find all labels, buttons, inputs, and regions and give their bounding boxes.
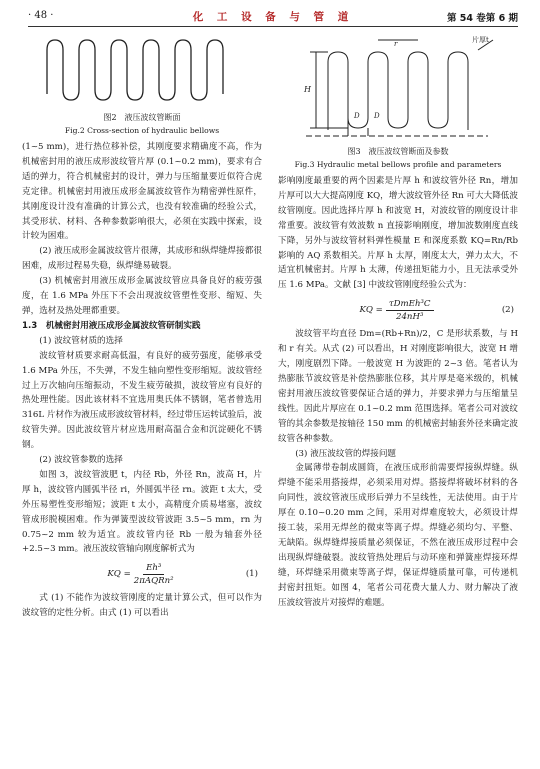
equation-2-fraction xyxy=(386,298,434,323)
left-column xyxy=(22,32,262,621)
subheading-material: (1) 波纹管材质的选择 xyxy=(39,335,123,346)
label-h: H xyxy=(304,85,311,94)
equation-1-denominator: 2πAQRn² xyxy=(133,575,174,586)
label-plate-thickness: 片厚t xyxy=(472,36,489,44)
volume-issue: 第 54 卷第 6 期 xyxy=(446,13,518,24)
equation-2-number: (2) xyxy=(501,305,514,316)
label-dm: D xyxy=(374,112,380,120)
equation-1-number: (1) xyxy=(245,569,258,580)
subheading-parameters: (2) 波纹管参数的选择 xyxy=(39,455,123,466)
equation-2-lhs: KQ = xyxy=(359,304,383,315)
figure-2-caption-en: Fig.2 Cross-section of hydraulic bellows xyxy=(64,126,220,135)
left-paragraph-2: (2) 液压成形金属波纹管片很薄，其成形和纵焊缝焊接都很困难，成形过程易失稳，纵焊缝易破裂。 xyxy=(22,246,262,272)
label-db: D xyxy=(354,112,360,120)
left-paragraph-4: 波纹管材质要求耐高低温，有良好的疲劳强度，能够承受 1.6 MPa 外压，不失弹，不发生轴向塑性变形缩短。波纹管经过上万次轴向压缩振动，不发生疲劳破损，波纹管应有良好的热处理性能。因此该材料不宜选用奥氏体不锈钢，笔者曾选用 316L 片材作为液压成形波纹管材料，经过带压运转试验后，波纹管失弹。因此波纹管片材应选用耐高温合金和沉淀硬化不锈钢。 xyxy=(22,350,262,451)
equation-2 xyxy=(278,293,518,327)
right-column xyxy=(278,32,518,610)
right-paragraph-2: 波纹管平均直径 Dm=(Rb+Rn)/2，C 是形状系数，与 H 和 r 有关。从式 (2) 可以看出，H 对刚度影响很大，波宽 H 增大，刚度剧烈下降。一般波宽 H 为波距的 2~3 倍。笔者认为热膨胀节波纹管是补偿热膨胀位移，其片厚是毫米级的，机械密封用液压波纹管要保证合适的弹力，并要求弹力与压缩量呈线性。因此片厚应在 0.1~0.2 mm 范围选择。笔者公司对波纹管的其余参数是按轴径 150 mm 的机械密封轴套外径来确定波纹管各种参数。 xyxy=(278,329,518,444)
equation-2-denominator: 24nH³ xyxy=(395,311,424,322)
section-heading-1-3: 1.3 机械密封用液压成形金属波纹管研制实践 xyxy=(22,320,201,331)
equation-1-fraction xyxy=(134,562,174,587)
equation-1-lhs: KQ = xyxy=(107,568,131,579)
figure-3-caption-en: Fig.3 Hydraulic metal bellows profile and parameters xyxy=(294,160,502,169)
right-paragraph-1: 影响刚度最重要的两个因素是片厚 h 和波纹管外径 Rn，增加片厚可以大大提高刚度 KQ，增大波纹管外径 Rn 可大大降低波纹管刚度。因此选择片厚 h 和波宽 H，对波纹管的刚度设计非常重要。波纹管有效波数 n 直接影响刚度，增加波数刚度直线下降，另外与波纹管材料弹性模量 E 和深度系数 KQ=Rn/Rb 影响的 AQ 系数相关。片厚 h 太厚，刚度太大，弹力太大，不适宜机械密封。片厚 h 太薄，传递扭矩能力小，且无法承受外压 1.6 MPa。文献 [3] 中波纹管刚度经验公式为： xyxy=(278,176,518,291)
page-number: · 48 · xyxy=(28,10,54,21)
equation-2-numerator: τDmEh³C xyxy=(386,298,434,311)
equation-1-numerator: Eh³ xyxy=(143,562,164,575)
figure-2-bellows-section xyxy=(37,32,247,110)
running-header xyxy=(28,8,518,27)
label-ri: r xyxy=(394,40,398,48)
left-paragraph-3: (3) 机械密封用液压成形金属波纹管应具备良好的疲劳强度，在 1.6 MPa 外压下不会出现波纹管塑性变形、缩短、失弹，选材及热处理都重要。 xyxy=(22,276,262,316)
subheading-welding: (3) 液压波纹管的焊接问题 xyxy=(295,448,397,459)
figure-3-bellows-profile xyxy=(288,32,508,144)
equation-1 xyxy=(22,557,262,591)
right-paragraph-3: 金属薄带卷制成圆筒，在液压成形前需要焊接纵焊缝。纵焊缝不能采用搭接焊，必须采用对焊。搭接焊将破坏材料的各向同性，波纹管液压成形后弹力不呈线性，无法使用。由于片厚在 0.10~0.20 mm 之间，采用对焊难度较大，必须设计焊接工装，采用无焊丝的微束等离子焊。焊缝必须均匀、平整、无缺陷。纵焊缝焊接质量必须保证，不然在液压成形过程中会出现纵焊缝破裂。波纹管热处理后与动环座和弹簧座焊接环焊缝，环焊缝采用微束等离子焊，保证焊缝质量可靠，可传递机封密封扭矩。如图 4，笔者公司花费大量人力、财力解决了液压波纹管波片对接焊的难题。 xyxy=(278,463,518,608)
left-paragraph-1: (1~5 mm)，进行热位移补偿，其刚度要求精确度不高，作为机械密封用的液压成形波纹管片厚 (0.1~0.2 mm)，要求有合适的弹力，符合机械密封的设计，弹力与压缩量要近似符合虎克定律。机械密封用液压成形金属波纹管作为精密弹性原件，其刚度设计没有准确的计算公式，也没有较准确的经验公式，其受形状、材料、各种参数影响很大，必须在实践中探索，设计较为困难。 xyxy=(22,142,262,242)
journal-title: 化 工 设 备 与 管 道 xyxy=(192,11,354,23)
figure-2-caption-cn: 图2 液压波纹管断面 xyxy=(103,113,181,122)
figure-3-caption-cn: 图3 液压波纹管断面及参数 xyxy=(347,147,449,156)
left-paragraph-6: 式 (1) 不能作为波纹管刚度的定量计算公式，但可以作为波纹管的定性分析。由式 (1) 可以看出 xyxy=(22,593,262,619)
left-paragraph-5: 如图 3，波纹管波肥 t，内径 Rb，外径 Rn，波高 H，片厚 h，波纹管内圆弧半径 ri，外圆弧半径 rn。波距 t 太大，受外压易塑性变形缩短；波距 t 太小，高精度介质易堵塞，波纹管成形脱模困难。作为弹簧型波纹管波距 3.5~5 mm，rn 为 0.75~2 mm 较为适宜。波纹管内径 Rb 一般为轴套外径 +2.5~3 mm。液压波纹管轴向刚度解析式为 xyxy=(22,469,262,555)
